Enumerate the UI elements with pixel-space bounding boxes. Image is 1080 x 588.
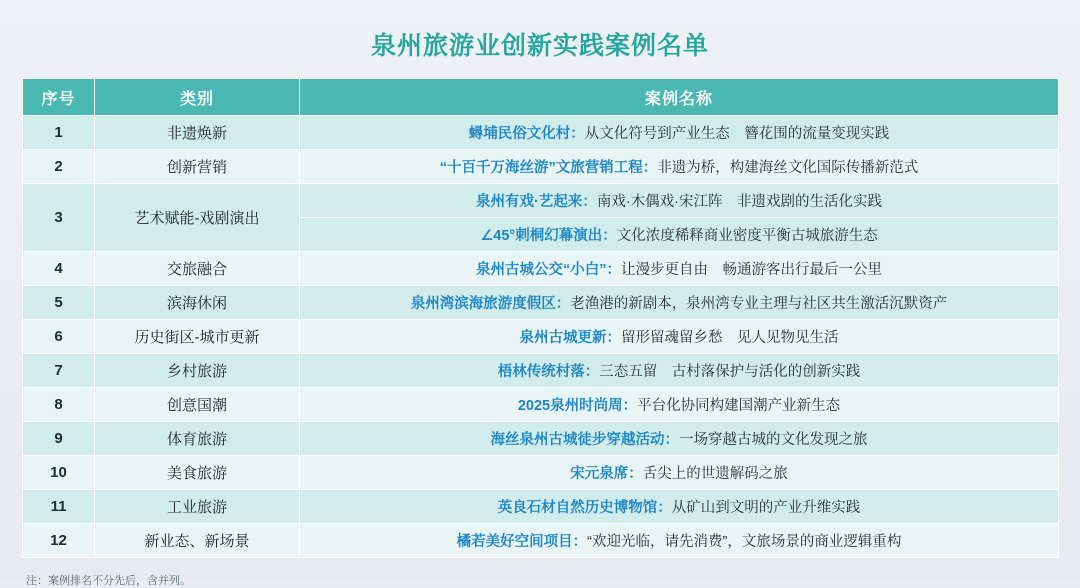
table-row xyxy=(23,184,1059,218)
case-name-highlight: 英良石材自然历史博物馆： xyxy=(497,500,672,516)
cell-case-name xyxy=(300,354,1059,388)
cell-seq: 9 xyxy=(23,422,95,456)
case-name-highlight: “十百千万海丝游”文旅营销工程： xyxy=(439,160,658,176)
case-name-highlight: ∠45°刺桐幻幕演出： xyxy=(480,228,617,244)
case-name-rest: 南戏·木偶戏·宋江阵 非遗戏剧的生活化实践 xyxy=(596,194,882,210)
cell-seq: 6 xyxy=(23,320,95,354)
cell-category: 创新营销 xyxy=(95,150,300,184)
cell-category: 工业旅游 xyxy=(95,490,300,524)
cell-seq: 11 xyxy=(23,490,95,524)
cell-seq: 10 xyxy=(23,456,95,490)
case-name-highlight: 海丝泉州古城徒步穿越活动： xyxy=(490,432,679,448)
cell-case-name xyxy=(300,388,1059,422)
table-header-row xyxy=(23,79,1059,116)
cell-category: 历史街区-城市更新 xyxy=(95,320,300,354)
cell-case-name xyxy=(300,184,1059,218)
column-header-seq: 序号 xyxy=(23,79,95,116)
cell-seq: 12 xyxy=(23,524,95,558)
cell-case-name xyxy=(300,456,1059,490)
case-name-highlight: 泉州古城公交“小白”： xyxy=(476,262,621,278)
table-row xyxy=(23,388,1059,422)
case-name-rest: “欢迎光临，请先消费”，文旅场景的商业逻辑重构 xyxy=(587,534,902,550)
cell-case-name xyxy=(300,286,1059,320)
cell-category: 交旅融合 xyxy=(95,252,300,286)
cell-seq: 1 xyxy=(23,116,95,150)
table-row xyxy=(23,524,1059,558)
case-name-rest: 一场穿越古城的文化发现之旅 xyxy=(679,432,868,448)
case-name-rest: 平台化协同构建国潮产业新生态 xyxy=(637,398,841,414)
table-row xyxy=(23,320,1059,354)
case-name-rest: 留形留魂留乡愁 见人见物见生活 xyxy=(621,330,839,346)
cell-category: 滨海休闲 xyxy=(95,286,300,320)
table-header xyxy=(23,79,1059,116)
cell-category: 创意国潮 xyxy=(95,388,300,422)
cell-category: 美食旅游 xyxy=(95,456,300,490)
table-row xyxy=(23,422,1059,456)
case-name-rest: 让漫步更自由 畅通游客出行最后一公里 xyxy=(621,262,882,278)
column-header-case-name: 案例名称 xyxy=(300,79,1059,116)
cell-case-name xyxy=(300,320,1059,354)
table-row xyxy=(23,354,1059,388)
cell-seq: 7 xyxy=(23,354,95,388)
cell-seq: 3 xyxy=(23,184,95,252)
case-name-highlight: 泉州湾滨海旅游度假区： xyxy=(410,296,571,312)
case-name-rest: 舌尖上的世遗解码之旅 xyxy=(642,466,788,482)
cell-case-name xyxy=(300,150,1059,184)
cell-case-name xyxy=(300,422,1059,456)
case-name-highlight: 2025泉州时尚周： xyxy=(517,398,638,414)
cell-case-name xyxy=(300,490,1059,524)
table-body xyxy=(23,116,1059,558)
case-list-table xyxy=(22,78,1059,558)
case-name-highlight: 宋元泉席： xyxy=(570,466,643,482)
case-list-table-wrap xyxy=(22,78,1058,558)
cell-seq: 8 xyxy=(23,388,95,422)
table-row xyxy=(23,286,1059,320)
table-row xyxy=(23,150,1059,184)
cell-category: 非遗焕新 xyxy=(95,116,300,150)
case-name-rest: 文化浓度稀释商业密度平衡古城旅游生态 xyxy=(616,228,878,244)
case-name-rest: 老渔港的新剧本，泉州湾专业主理与社区共生激活沉默资产 xyxy=(570,296,948,312)
case-name-rest: 三态五留 古村落保护与活化的创新实践 xyxy=(599,364,861,380)
cell-case-name xyxy=(300,252,1059,286)
page-title: 泉州旅游业创新实践案例名单 xyxy=(370,32,709,60)
cell-case-name xyxy=(300,218,1059,252)
case-name-rest: 非遗为桥，构建海丝文化国际传播新范式 xyxy=(657,160,919,176)
table-row xyxy=(23,252,1059,286)
case-name-highlight: 蟳埔民俗文化村： xyxy=(468,126,585,142)
cell-case-name xyxy=(300,116,1059,150)
table-row xyxy=(23,456,1059,490)
table-row xyxy=(23,490,1059,524)
cell-seq: 4 xyxy=(23,252,95,286)
table-row xyxy=(23,116,1059,150)
cell-category: 艺术赋能-戏剧演出 xyxy=(95,184,300,252)
case-name-highlight: 橘若美好空间项目： xyxy=(456,534,588,550)
cell-category: 乡村旅游 xyxy=(95,354,300,388)
cell-seq: 5 xyxy=(23,286,95,320)
case-name-highlight: 泉州有戏·艺起来： xyxy=(476,194,597,210)
cell-category: 新业态、新场景 xyxy=(95,524,300,558)
case-name-rest: 从文化符号到产业生态 簪花围的流量变现实践 xyxy=(584,126,890,142)
cell-seq: 2 xyxy=(23,150,95,184)
cell-category: 体育旅游 xyxy=(95,422,300,456)
footnote: 注：案例排名不分先后，含并列。 xyxy=(26,575,191,587)
case-name-rest: 从矿山到文明的产业升维实践 xyxy=(671,500,861,516)
cell-case-name xyxy=(300,524,1059,558)
case-name-highlight: 梧林传统村落： xyxy=(497,364,600,380)
case-name-highlight: 泉州古城更新： xyxy=(519,330,621,346)
column-header-category: 类别 xyxy=(95,79,300,116)
